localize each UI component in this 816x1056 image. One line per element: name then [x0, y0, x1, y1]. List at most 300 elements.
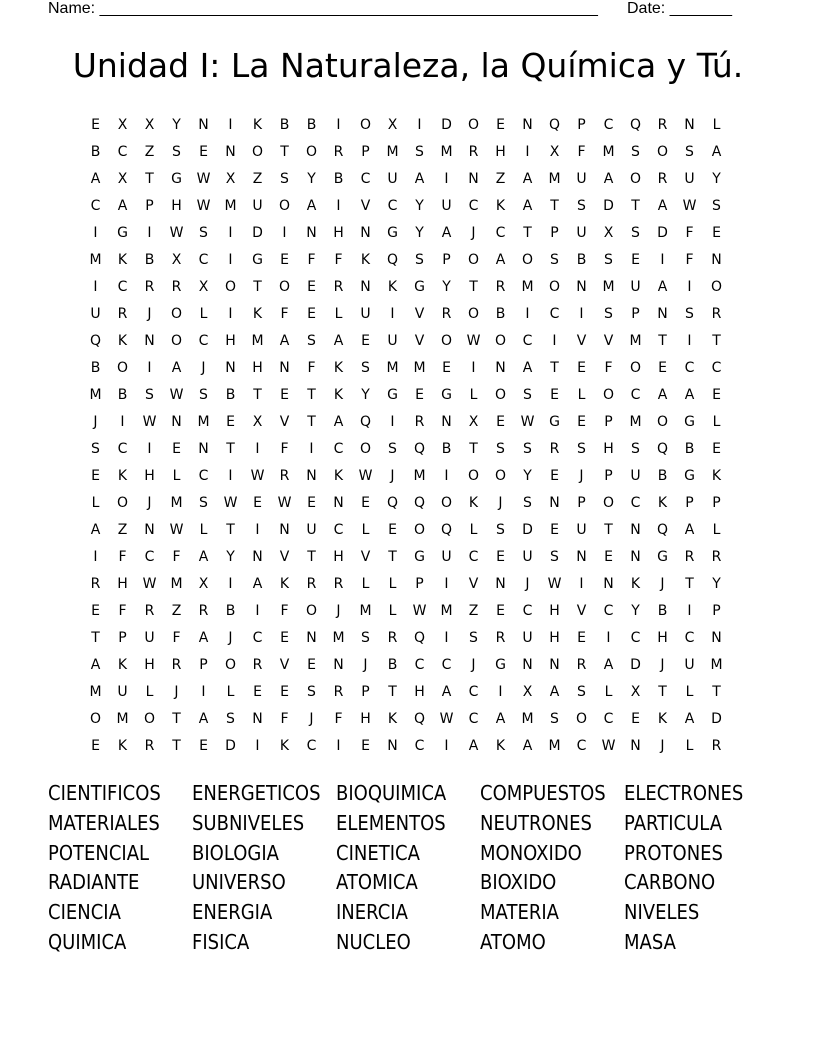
grid-letter: M: [251, 332, 264, 349]
grid-letter: D: [657, 224, 668, 241]
grid-letter: Y: [361, 386, 370, 403]
grid-letter: B: [90, 143, 101, 160]
grid-letter: S: [307, 332, 316, 349]
grid-letter: I: [444, 629, 449, 646]
grid-letter: J: [363, 656, 368, 673]
grid-letter: V: [279, 548, 290, 565]
word-list-item: ENERGETICOS: [192, 781, 321, 805]
grid-letter: W: [466, 332, 481, 349]
grid-letter: D: [630, 656, 641, 673]
grid-letter: Z: [117, 521, 128, 538]
grid-letter: A: [495, 710, 506, 727]
grid-letter: I: [93, 278, 98, 295]
grid-letter: N: [198, 440, 209, 457]
word-list-item: ENERGIA: [192, 900, 273, 925]
grid-letter: S: [496, 440, 505, 457]
grid-letter: O: [278, 197, 291, 214]
grid-letter: A: [468, 737, 479, 754]
grid-letter: T: [253, 278, 262, 295]
grid-letter: N: [306, 224, 317, 241]
grid-letter: H: [252, 359, 263, 376]
grid-letter: R: [441, 305, 452, 322]
grid-letter: H: [495, 143, 506, 160]
grid-letter: Z: [468, 602, 479, 619]
grid-letter: G: [171, 170, 182, 187]
grid-letter: M: [89, 251, 102, 268]
grid-letter: P: [361, 683, 370, 700]
grid-letter: S: [361, 629, 370, 646]
grid-letter: S: [550, 251, 559, 268]
grid-letter: K: [495, 197, 506, 214]
grid-letter: O: [656, 143, 669, 160]
grid-letter: W: [223, 494, 238, 511]
grid-letter: A: [279, 332, 290, 349]
grid-letter: B: [225, 386, 236, 403]
grid-letter: Q: [440, 521, 453, 538]
grid-letter: J: [147, 494, 152, 511]
grid-letter: K: [711, 467, 722, 484]
grid-letter: T: [604, 521, 613, 538]
grid-letter: N: [387, 737, 398, 754]
word-list-item: COMPUESTOS: [480, 781, 606, 805]
word-list-item: ELEMENTOS: [336, 810, 446, 835]
grid-letter: K: [360, 251, 371, 268]
grid-letter: J: [660, 575, 665, 592]
grid-letter: X: [603, 224, 614, 241]
grid-letter: I: [309, 440, 314, 457]
date-field-label: Date: _______: [627, 0, 732, 17]
grid-letter: U: [387, 170, 398, 187]
grid-letter: S: [469, 629, 478, 646]
grid-letter: D: [522, 521, 533, 538]
grid-letter: J: [525, 575, 530, 592]
grid-letter: I: [201, 683, 206, 700]
grid-letter: Q: [413, 629, 426, 646]
grid-letter: I: [579, 575, 584, 592]
grid-letter: R: [468, 143, 479, 160]
grid-letter: N: [225, 143, 236, 160]
grid-letter: C: [684, 629, 695, 646]
grid-letter: W: [520, 413, 535, 430]
grid-letter: I: [687, 332, 692, 349]
grid-letter: A: [414, 170, 425, 187]
grid-letter: C: [468, 683, 479, 700]
grid-letter: M: [116, 710, 129, 727]
grid-letter: C: [603, 116, 614, 133]
grid-letter: R: [279, 467, 290, 484]
grid-letter: C: [711, 359, 722, 376]
grid-letter: T: [550, 359, 559, 376]
grid-letter: U: [576, 224, 587, 241]
grid-letter: T: [550, 197, 559, 214]
grid-letter: K: [117, 656, 128, 673]
word-list-item: MONOXIDO: [480, 840, 582, 865]
grid-letter: U: [441, 548, 452, 565]
grid-letter: I: [471, 359, 476, 376]
grid-letter: E: [91, 116, 100, 133]
grid-letter: I: [687, 278, 692, 295]
grid-letter: R: [657, 116, 668, 133]
grid-letter: L: [361, 521, 370, 538]
grid-letter: C: [360, 170, 371, 187]
grid-letter: T: [712, 332, 721, 349]
grid-letter: P: [604, 413, 613, 430]
grid-letter: C: [414, 656, 425, 673]
grid-letter: A: [198, 629, 209, 646]
grid-letter: N: [144, 332, 155, 349]
grid-letter: H: [333, 548, 344, 565]
grid-letter: H: [549, 602, 560, 619]
grid-letter: L: [91, 494, 100, 511]
grid-letter: T: [388, 683, 397, 700]
grid-letter: K: [387, 710, 398, 727]
grid-letter: C: [468, 710, 479, 727]
grid-letter: N: [252, 710, 263, 727]
grid-letter: R: [198, 602, 209, 619]
grid-letter: I: [93, 548, 98, 565]
grid-letter: W: [439, 710, 454, 727]
word-list-item: SUBNIVELES: [192, 810, 305, 835]
grid-letter: S: [685, 143, 694, 160]
grid-letter: E: [199, 143, 208, 160]
grid-letter: N: [657, 305, 668, 322]
grid-letter: U: [522, 548, 533, 565]
grid-letter: L: [199, 521, 208, 538]
grid-letter: Y: [631, 602, 640, 619]
grid-letter: M: [440, 143, 453, 160]
grid-letter: C: [522, 602, 533, 619]
grid-letter: A: [603, 656, 614, 673]
grid-letter: H: [657, 629, 668, 646]
grid-letter: I: [336, 116, 341, 133]
grid-letter: O: [440, 332, 453, 349]
grid-letter: U: [576, 170, 587, 187]
grid-letter: I: [228, 305, 233, 322]
grid-letter: V: [576, 602, 587, 619]
grid-letter: R: [711, 737, 722, 754]
grid-letter: H: [360, 710, 371, 727]
grid-letter: E: [361, 494, 370, 511]
grid-letter: W: [196, 170, 211, 187]
grid-letter: W: [547, 575, 562, 592]
grid-letter: K: [117, 737, 128, 754]
grid-letter: C: [198, 467, 209, 484]
word-list-item: CIENCIA: [48, 900, 121, 925]
grid-letter: I: [336, 197, 341, 214]
grid-letter: F: [280, 602, 289, 619]
grid-letter: I: [444, 575, 449, 592]
grid-letter: Z: [144, 143, 155, 160]
grid-letter: X: [630, 683, 641, 700]
grid-letter: S: [685, 305, 694, 322]
grid-letter: E: [226, 413, 235, 430]
grid-letter: U: [576, 521, 587, 538]
grid-letter: L: [145, 683, 154, 700]
grid-letter: U: [387, 332, 398, 349]
grid-letter: V: [279, 656, 290, 673]
grid-letter: G: [684, 467, 695, 484]
grid-letter: X: [198, 575, 209, 592]
grid-letter: E: [496, 413, 505, 430]
grid-letter: I: [444, 467, 449, 484]
grid-letter: K: [279, 575, 290, 592]
grid-letter: W: [169, 521, 184, 538]
grid-letter: T: [658, 332, 667, 349]
word-list-item: FISICA: [192, 929, 250, 954]
grid-letter: Y: [442, 278, 451, 295]
grid-letter: K: [387, 278, 398, 295]
grid-letter: O: [467, 116, 480, 133]
grid-letter: Q: [656, 521, 669, 538]
grid-letter: P: [550, 224, 559, 241]
grid-letter: V: [360, 197, 371, 214]
grid-letter: I: [660, 251, 665, 268]
grid-letter: C: [549, 305, 560, 322]
grid-letter: E: [496, 548, 505, 565]
grid-letter: U: [117, 683, 128, 700]
word-list-item: MATERIALES: [48, 810, 160, 835]
grid-letter: T: [253, 386, 262, 403]
grid-letter: X: [468, 413, 479, 430]
grid-letter: T: [685, 575, 694, 592]
grid-letter: L: [577, 386, 586, 403]
grid-letter: H: [549, 629, 560, 646]
grid-letter: O: [440, 494, 453, 511]
grid-letter: H: [603, 440, 614, 457]
grid-letter: B: [495, 305, 506, 322]
grid-letter: D: [603, 197, 614, 214]
grid-letter: A: [198, 548, 209, 565]
grid-letter: E: [91, 602, 100, 619]
grid-letter: I: [579, 305, 584, 322]
grid-letter: A: [684, 710, 695, 727]
grid-letter: G: [387, 386, 398, 403]
grid-letter: V: [360, 548, 371, 565]
grid-letter: J: [336, 602, 341, 619]
grid-letter: L: [604, 683, 613, 700]
grid-letter: F: [118, 602, 127, 619]
grid-letter: R: [333, 683, 344, 700]
grid-letter: Z: [495, 170, 506, 187]
word-list-item: INERCIA: [336, 900, 408, 925]
grid-letter: I: [120, 413, 125, 430]
grid-letter: M: [170, 494, 183, 511]
grid-letter: O: [278, 278, 291, 295]
grid-letter: M: [521, 710, 534, 727]
grid-letter: P: [442, 251, 451, 268]
grid-letter: P: [604, 467, 613, 484]
grid-letter: N: [306, 629, 317, 646]
grid-letter: S: [712, 197, 721, 214]
grid-letter: I: [255, 602, 260, 619]
grid-letter: L: [712, 116, 721, 133]
word-list-item: CARBONO: [624, 870, 716, 895]
grid-letter: I: [444, 737, 449, 754]
grid-letter: K: [252, 116, 263, 133]
grid-letter: N: [630, 521, 641, 538]
grid-letter: H: [225, 332, 236, 349]
grid-letter: A: [657, 278, 668, 295]
grid-letter: P: [145, 197, 154, 214]
grid-letter: E: [253, 683, 262, 700]
grid-letter: P: [685, 494, 694, 511]
grid-letter: V: [576, 332, 587, 349]
grid-letter: C: [684, 359, 695, 376]
grid-letter: W: [682, 197, 697, 214]
grid-letter: H: [117, 575, 128, 592]
grid-letter: A: [441, 683, 452, 700]
grid-letter: U: [684, 170, 695, 187]
grid-letter: G: [414, 278, 425, 295]
grid-letter: I: [255, 521, 260, 538]
grid-letter: I: [552, 332, 557, 349]
grid-letter: J: [498, 494, 503, 511]
grid-letter: N: [630, 548, 641, 565]
grid-letter: U: [252, 197, 263, 214]
grid-letter: A: [90, 170, 101, 187]
grid-letter: C: [144, 548, 155, 565]
grid-letter: N: [171, 413, 182, 430]
grid-letter: L: [469, 386, 478, 403]
grid-letter: A: [522, 197, 533, 214]
grid-letter: H: [171, 197, 182, 214]
grid-letter: O: [305, 602, 318, 619]
grid-letter: O: [575, 710, 588, 727]
grid-letter: O: [116, 494, 129, 511]
grid-letter: N: [711, 629, 722, 646]
grid-letter: S: [415, 251, 424, 268]
word-list-item: BIOQUIMICA: [336, 781, 447, 805]
grid-letter: O: [89, 710, 102, 727]
grid-letter: T: [712, 683, 721, 700]
grid-letter: R: [171, 278, 182, 295]
grid-letter: R: [333, 143, 344, 160]
grid-letter: J: [174, 683, 179, 700]
grid-letter: A: [684, 386, 695, 403]
grid-letter: N: [333, 656, 344, 673]
grid-letter: K: [333, 386, 344, 403]
grid-letter: N: [279, 359, 290, 376]
grid-letter: W: [169, 224, 184, 241]
grid-letter: I: [417, 116, 422, 133]
grid-letter: C: [387, 197, 398, 214]
grid-letter: S: [415, 143, 424, 160]
grid-letter: K: [468, 494, 479, 511]
grid-letter: W: [169, 386, 184, 403]
grid-letter: E: [658, 359, 667, 376]
grid-letter: T: [631, 197, 640, 214]
grid-letter: B: [306, 116, 317, 133]
grid-letter: P: [631, 305, 640, 322]
page-title: Unidad I: La Naturaleza, la Química y Tú.: [72, 46, 744, 85]
grid-letter: X: [117, 116, 128, 133]
grid-letter: I: [255, 440, 260, 457]
grid-letter: R: [711, 548, 722, 565]
grid-letter: C: [468, 197, 479, 214]
grid-letter: E: [307, 278, 316, 295]
grid-letter: S: [91, 440, 100, 457]
grid-letter: N: [144, 521, 155, 538]
grid-letter: N: [630, 737, 641, 754]
grid-letter: I: [228, 575, 233, 592]
grid-letter: T: [226, 440, 235, 457]
grid-letter: K: [117, 467, 128, 484]
grid-letter: S: [631, 224, 640, 241]
grid-letter: S: [604, 251, 613, 268]
grid-letter: L: [685, 683, 694, 700]
grid-letter: L: [172, 467, 181, 484]
word-list-item: MATERIA: [480, 900, 559, 925]
grid-letter: N: [495, 359, 506, 376]
grid-letter: B: [387, 656, 398, 673]
grid-letter: M: [548, 737, 561, 754]
grid-letter: J: [228, 629, 233, 646]
grid-letter: T: [172, 710, 181, 727]
grid-letter: C: [603, 710, 614, 727]
grid-letter: P: [199, 656, 208, 673]
grid-letter: Y: [226, 548, 235, 565]
grid-letter: E: [388, 521, 397, 538]
grid-letter: M: [386, 359, 399, 376]
grid-letter: N: [603, 575, 614, 592]
grid-letter: E: [442, 359, 451, 376]
grid-letter: P: [577, 116, 586, 133]
grid-letter: S: [550, 548, 559, 565]
grid-letter: L: [469, 521, 478, 538]
grid-letter: M: [170, 575, 183, 592]
word-list-item: QUIMICA: [48, 929, 127, 954]
grid-letter: B: [441, 440, 452, 457]
grid-letter: E: [280, 629, 289, 646]
grid-letter: V: [414, 305, 425, 322]
grid-letter: A: [171, 359, 182, 376]
grid-letter: I: [525, 305, 530, 322]
grid-letter: Z: [252, 170, 263, 187]
grid-letter: O: [467, 251, 480, 268]
grid-letter: Y: [307, 170, 316, 187]
word-list-item: NIVELES: [624, 900, 700, 925]
grid-letter: L: [334, 305, 343, 322]
grid-letter: R: [171, 656, 182, 673]
grid-letter: J: [309, 710, 314, 727]
grid-letter: P: [118, 629, 127, 646]
grid-letter: C: [414, 737, 425, 754]
grid-letter: T: [307, 413, 316, 430]
grid-letter: N: [576, 548, 587, 565]
word-list-item: ELECTRONES: [624, 781, 744, 805]
grid-letter: G: [414, 548, 425, 565]
grid-letter: A: [306, 197, 317, 214]
grid-letter: C: [117, 143, 128, 160]
grid-letter: D: [711, 710, 722, 727]
grid-letter: R: [252, 656, 263, 673]
grid-letter: A: [657, 386, 668, 403]
grid-letter: S: [226, 710, 235, 727]
grid-letter: X: [252, 413, 263, 430]
grid-letter: I: [444, 170, 449, 187]
grid-letter: J: [93, 413, 98, 430]
grid-letter: S: [577, 197, 586, 214]
grid-letter: B: [117, 386, 128, 403]
grid-letter: T: [469, 278, 478, 295]
grid-letter: W: [277, 494, 292, 511]
word-list-item: CIENTIFICOS: [48, 781, 161, 805]
grid-letter: O: [251, 143, 264, 160]
grid-letter: F: [280, 710, 289, 727]
grid-letter: S: [145, 386, 154, 403]
grid-letter: R: [387, 629, 398, 646]
grid-letter: R: [549, 440, 560, 457]
